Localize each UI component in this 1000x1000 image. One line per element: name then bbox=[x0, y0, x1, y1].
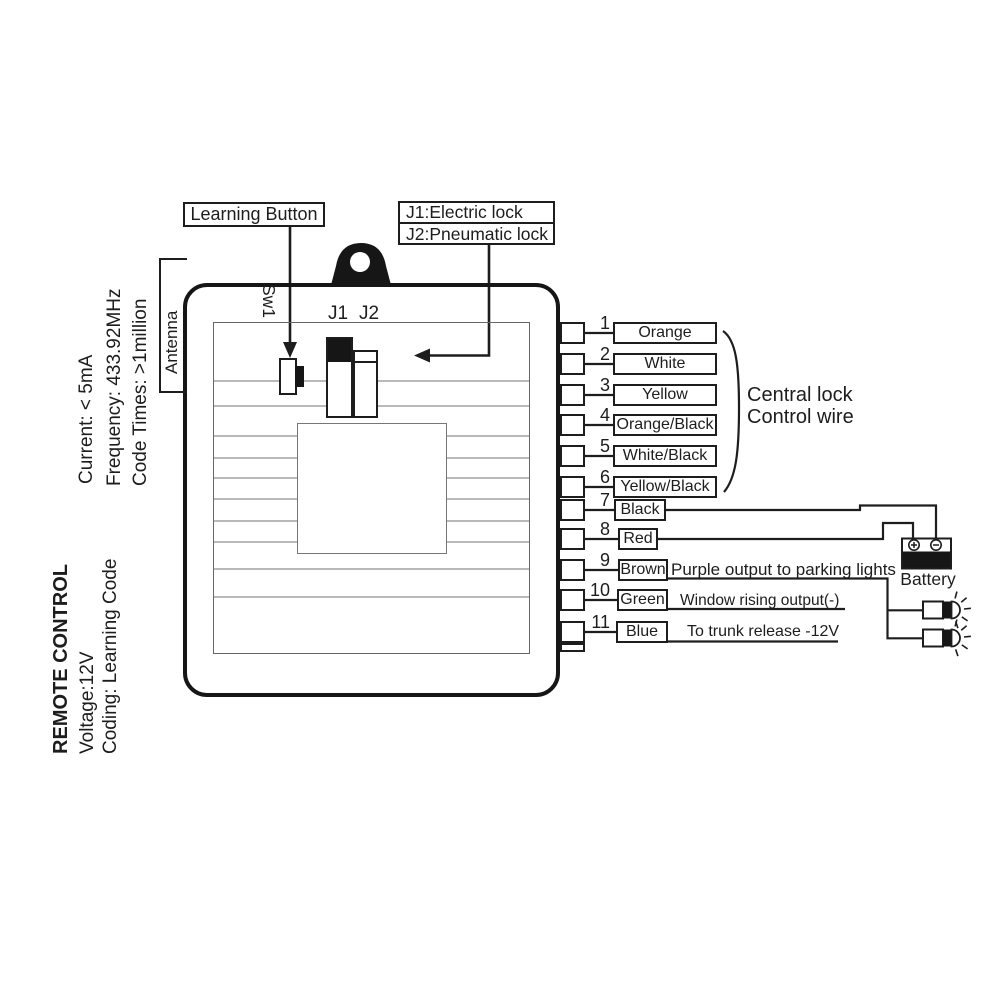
mounting-hole bbox=[350, 252, 370, 272]
sw1-switch-knob bbox=[295, 366, 304, 387]
wire-note: Purple output to parking lights bbox=[671, 560, 896, 579]
j2-jumper-top-cell bbox=[355, 352, 376, 363]
battery-label: Battery bbox=[900, 569, 956, 589]
wire-color-box: Green bbox=[617, 589, 668, 611]
wire-number: 6 bbox=[599, 467, 610, 487]
wire-color-box: Yellow bbox=[613, 384, 717, 406]
spec-voltage: Voltage:12V bbox=[77, 651, 98, 754]
wire-note: Window rising output(-) bbox=[680, 592, 840, 609]
parking-light-bulb-icon bbox=[923, 592, 971, 629]
wire-number: 1 bbox=[599, 313, 610, 333]
jumper-info-line1: J1:Electric lock bbox=[400, 203, 553, 224]
jumper-info-line2: J2:Pneumatic lock bbox=[406, 224, 549, 244]
j1-jumper-cap bbox=[328, 339, 351, 362]
antenna-label: Antenna bbox=[162, 310, 181, 374]
wire-number: 2 bbox=[599, 344, 610, 364]
wire-8-red-to-battery bbox=[658, 523, 913, 539]
wire-color-box: White/Black bbox=[613, 445, 717, 467]
wire-color-box: Orange/Black bbox=[613, 414, 717, 436]
wire-number: 9 bbox=[599, 550, 610, 570]
j2-pin-label: J2 bbox=[359, 303, 380, 324]
wire-number: 7 bbox=[599, 490, 610, 510]
central-lock-label-line2: Control wire bbox=[747, 406, 854, 428]
wire-number: 5 bbox=[599, 436, 610, 456]
wire-number: 8 bbox=[599, 519, 610, 539]
wire-color-box: Yellow/Black bbox=[613, 476, 717, 498]
connector-pin-end bbox=[560, 643, 585, 652]
wire-number: 4 bbox=[599, 405, 610, 425]
wire-color-box: Orange bbox=[613, 322, 717, 344]
sw1-label: Sw1 bbox=[259, 284, 279, 319]
central-lock-group-label bbox=[747, 384, 854, 428]
spec-code-times: Code Times: >1million bbox=[130, 298, 151, 486]
wire-color-box: White bbox=[613, 353, 717, 375]
jumper-info-callout bbox=[398, 201, 555, 245]
wire-color-box: Blue bbox=[616, 621, 668, 643]
wire-number: 10 bbox=[589, 580, 610, 600]
battery-icon bbox=[902, 539, 951, 569]
wire-number: 11 bbox=[591, 612, 610, 632]
wire-number: 3 bbox=[599, 375, 610, 395]
j2-jumper bbox=[353, 350, 378, 418]
central-lock-group-brace bbox=[723, 331, 739, 492]
central-lock-label-line1: Central lock bbox=[747, 384, 853, 406]
j1-pin-label: J1 bbox=[328, 303, 349, 324]
learning-button-callout bbox=[183, 202, 325, 227]
j1-jumper bbox=[326, 337, 353, 418]
learning-button-label: Learning Button bbox=[190, 204, 318, 224]
pcb-component bbox=[297, 423, 447, 554]
wire-color-box: Red bbox=[618, 528, 658, 550]
wire-note: To trunk release -12V bbox=[687, 623, 840, 640]
spec-coding: Coding: Learning Code bbox=[100, 558, 121, 754]
wire-color-box: Black bbox=[614, 499, 666, 521]
spec-frequency: Frequency: 433.92MHz bbox=[104, 288, 125, 486]
spec-current: Current: < 5mA bbox=[76, 354, 97, 484]
wire-color-box: Brown bbox=[618, 559, 668, 581]
remote-control-title: REMOTE CONTROL bbox=[50, 564, 72, 754]
parking-light-bulb-icon bbox=[923, 620, 971, 657]
